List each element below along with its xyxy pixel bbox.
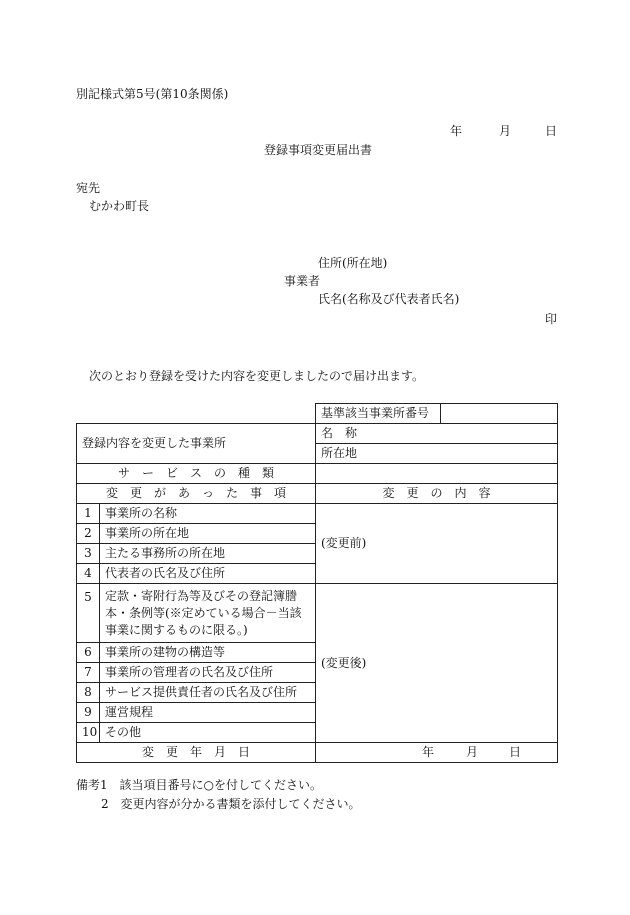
change-date-day: 日 — [509, 745, 522, 759]
item-number: 3 — [77, 544, 100, 564]
office-number-label: 基準該当事業所番号 — [316, 404, 441, 423]
item-number: 6 — [77, 643, 100, 663]
item-label: サービス提供責任者の氏名及び住所 — [100, 683, 316, 703]
change-date-label: 変 更 年 月 日 — [77, 743, 316, 763]
service-type-field[interactable] — [316, 464, 558, 484]
note-1-text: 該当項目番号に○を付してください。 — [119, 778, 322, 792]
intro-text: 次のとおり登録を受けた内容を変更しましたので届け出ます。 — [89, 369, 425, 383]
item-number: 2 — [77, 524, 100, 544]
note-2-text: 変更内容が分かる書類を添付してください。 — [120, 797, 361, 811]
office-name-label: 名 称 — [316, 424, 558, 444]
seal-mark: 印 — [545, 312, 558, 326]
change-form-table — [76, 403, 558, 763]
document-title: 登録事項変更届出書 — [264, 143, 373, 157]
before-change-label: (変更前) — [321, 536, 367, 550]
item-number: 5 — [77, 584, 100, 643]
item-label: 事業所の所在地 — [100, 524, 316, 544]
item-label: 代表者の氏名及び住所 — [100, 564, 316, 584]
item-number: 1 — [77, 504, 100, 524]
item-number: 10 — [77, 723, 100, 743]
note-1 — [76, 778, 322, 792]
addressee-name: むかわ町長 — [89, 199, 150, 213]
item-number: 4 — [77, 564, 100, 584]
office-number-field[interactable] — [441, 404, 557, 423]
office-location-label: 所在地 — [316, 444, 558, 464]
office-number-cell — [316, 404, 558, 424]
applicant-name-label: 氏名(名称及び代表者氏名) — [318, 292, 460, 306]
after-change-label: (変更後) — [321, 655, 367, 670]
change-content-header: 変 更 の 内 容 — [316, 484, 558, 504]
service-type-label: サ ー ビ ス の 種 類 — [77, 464, 316, 484]
date-year-label: 年 — [450, 124, 463, 138]
item-label: その他 — [100, 723, 316, 743]
note-1-prefix: 備考1 — [76, 778, 108, 792]
change-date-field[interactable] — [316, 743, 558, 763]
change-date-month: 月 — [466, 745, 479, 759]
item-label: 主たる事務所の所在地 — [100, 544, 316, 564]
date-month-label: 月 — [499, 124, 512, 138]
item-label: 運営規程 — [100, 703, 316, 723]
form-number: 別記様式第5号(第10条関係) — [76, 87, 229, 101]
applicant-business-label: 事業者 — [284, 274, 321, 288]
item-number: 7 — [77, 663, 100, 683]
submission-date — [0, 124, 630, 138]
item-number: 8 — [77, 683, 100, 703]
item-label: 事業所の管理者の氏名及び住所 — [100, 663, 316, 683]
note-2-prefix: 2 — [101, 797, 109, 811]
changed-office-label: 登録内容を変更した事業所 — [77, 424, 316, 464]
before-change-cell[interactable] — [316, 504, 558, 584]
item-label: 定款・寄附行為等及びその登記簿謄本・条例等(※定めている場合－当該事業に関するものに限る。) — [100, 584, 316, 643]
item-label: 事業所の名称 — [100, 504, 316, 524]
date-day-label: 日 — [545, 124, 558, 138]
addressee-label: 宛先 — [76, 181, 101, 195]
applicant-address-label: 住所(所在地) — [318, 256, 388, 270]
changed-items-header: 変 更 が あ っ た 事 項 — [77, 484, 316, 504]
item-number: 9 — [77, 703, 100, 723]
after-change-cell[interactable] — [316, 584, 558, 743]
note-2 — [101, 797, 360, 811]
item-label: 事業所の建物の構造等 — [100, 643, 316, 663]
change-date-year: 年 — [422, 745, 435, 759]
